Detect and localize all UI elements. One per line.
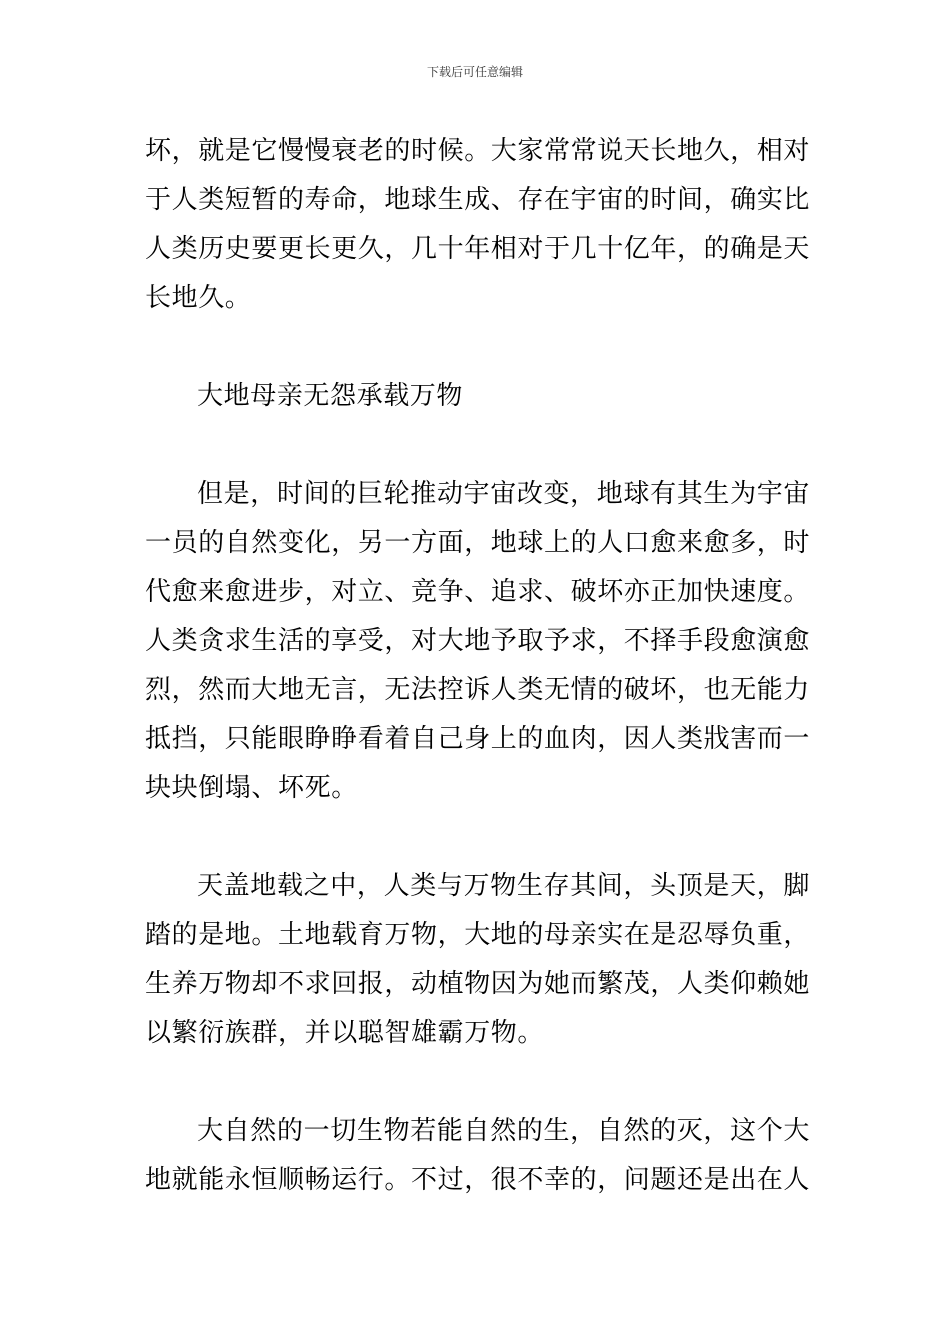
paragraph-spacer	[145, 1058, 810, 1107]
document-body	[145, 127, 810, 1205]
paragraph-spacer	[145, 323, 810, 372]
paragraph-continuation: 坏，就是它慢慢衰老的时候。大家常常说天长地久，相对于人类短暂的寿命，地球生成、存在宇宙的时间，确实比人类历史要更长更久，几十年相对于几十亿年，的确是天长地久。	[145, 136, 811, 313]
page-header: 下载后可任意编辑	[426, 65, 523, 79]
paragraph: 但是，时间的巨轮推动宇宙改变，地球有其生为宇宙一员的自然变化，另一方面，地球上的人口愈来愈多，时代愈来愈进步，对立、竞争、追求、破坏亦正加快速度。人类贪求生活的享受，对大地予取予求，不择手段愈演愈烈，然而大地无言，无法控诉人类无情的破坏，也无能力抵挡，只能眼睁睁看着自己身上的血肉，因人类戕害而一块块倒塌、坏死。	[145, 479, 811, 803]
paragraph: 天盖地载之中，人类与万物生存其间，头顶是天，脚踏的是地。土地载育万物，大地的母亲实在是忍辱负重，生养万物却不求回报，动植物因为她而繁茂，人类仰赖她以繁衍族群，并以聪智雄霸万物。	[145, 871, 811, 1048]
section-heading: 大地母亲无怨承载万物	[197, 381, 464, 411]
paragraph-spacer	[145, 421, 810, 470]
paragraph: 大自然的一切生物若能自然的生，自然的灭，这个大地就能永恒顺畅运行。不过，很不幸的，问题还是出在人	[145, 1116, 811, 1195]
paragraph-spacer	[145, 813, 810, 862]
